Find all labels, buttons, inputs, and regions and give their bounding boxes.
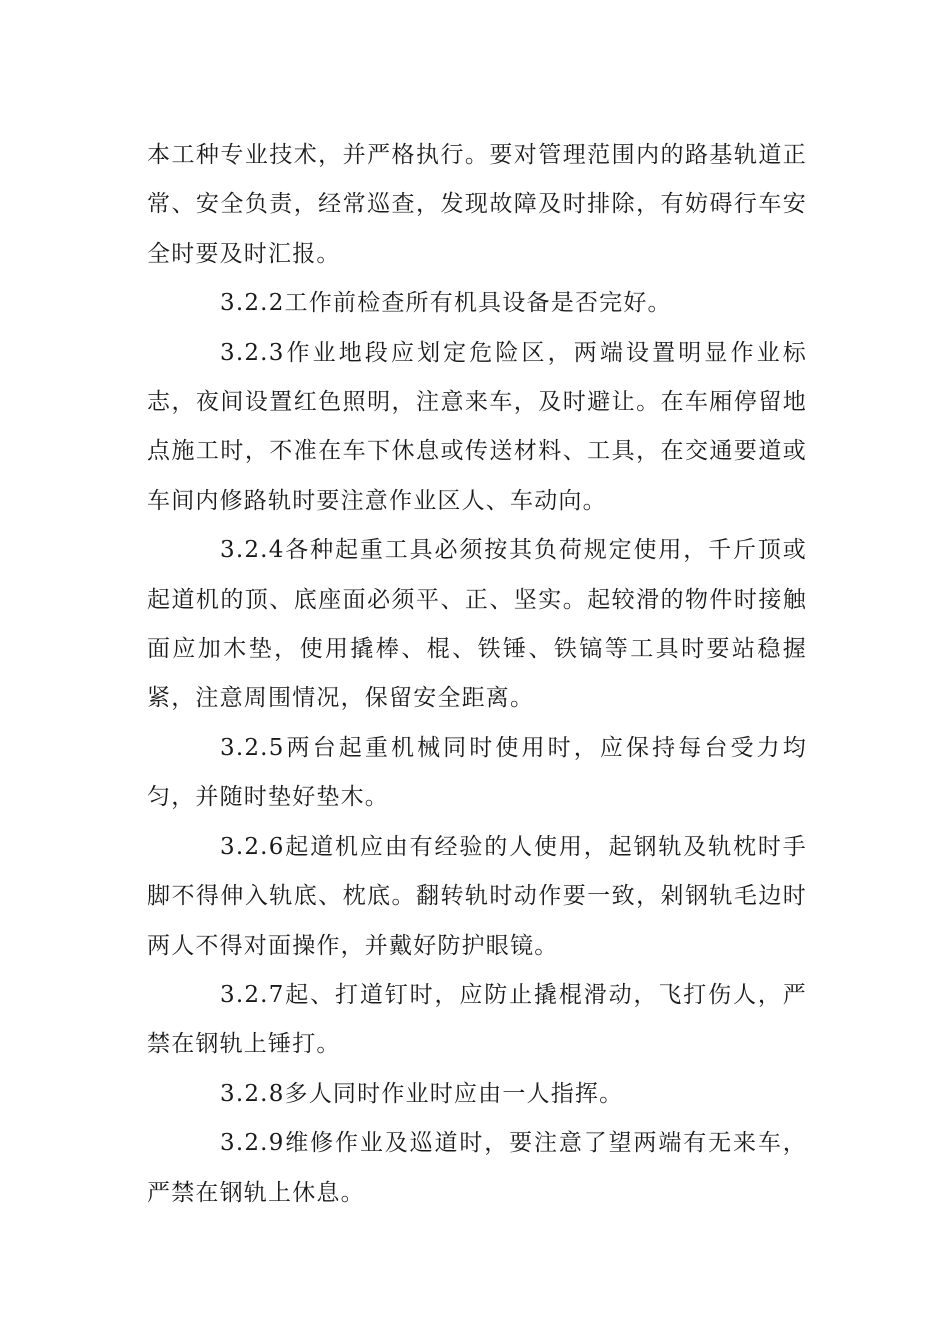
paragraph-3-2-9: 3.2.9维修作业及巡道时，要注意了望两端有无来车，严禁在钢轨上休息。 bbox=[147, 1130, 807, 1206]
paragraph-3-2-3: 3.2.3作业地段应划定危险区，两端设置明显作业标志，夜间设置红色照明，注意来车，及时避让。在车厢停留地点施工时，不准在车下休息或传送材料、工具，在交通要道或车间内修路轨时要注意作业区人、车动向。 bbox=[147, 339, 807, 514]
paragraph-3-2-2: 3.2.2工作前检查所有机具设备是否完好。 bbox=[220, 290, 672, 317]
paragraph-3-2-5: 3.2.5两台起重机械同时使用时，应保持每台受力均匀，并随时垫好垫木。 bbox=[147, 734, 807, 811]
paragraph-3-2-8: 3.2.8多人同时作业时应由一人指挥。 bbox=[220, 1080, 624, 1107]
paragraph-3-2-4: 3.2.4各种起重工具必须按其负荷规定使用，千斤顶或起道机的顶、底座面必须平、正、坚实。起较滑的物件时接触面应加木垫，使用撬棒、棍、铁锤、铁镐等工具时要站稳握紧，注意周围情况，保留安全距离。 bbox=[147, 537, 807, 712]
paragraph-continuation: 本工种专业技术，并严格执行。要对管理范围内的路基轨道正常、安全负责，经常巡查，发现故障及时排除，有妨碍行车安全时要及时汇报。 bbox=[147, 142, 807, 267]
paragraph-3-2-7: 3.2.7起、打道钉时，应防止撬棍滑动，飞打伤人，严禁在钢轨上锤打。 bbox=[147, 981, 807, 1058]
paragraph-3-2-6: 3.2.6起道机应由有经验的人使用，起钢轨及轨枕时手脚不得伸入轨底、枕底。翻转轨时动作要一致，剁钢轨毛边时两人不得对面操作，并戴好防护眼镜。 bbox=[147, 833, 807, 959]
document-body bbox=[147, 131, 807, 1218]
